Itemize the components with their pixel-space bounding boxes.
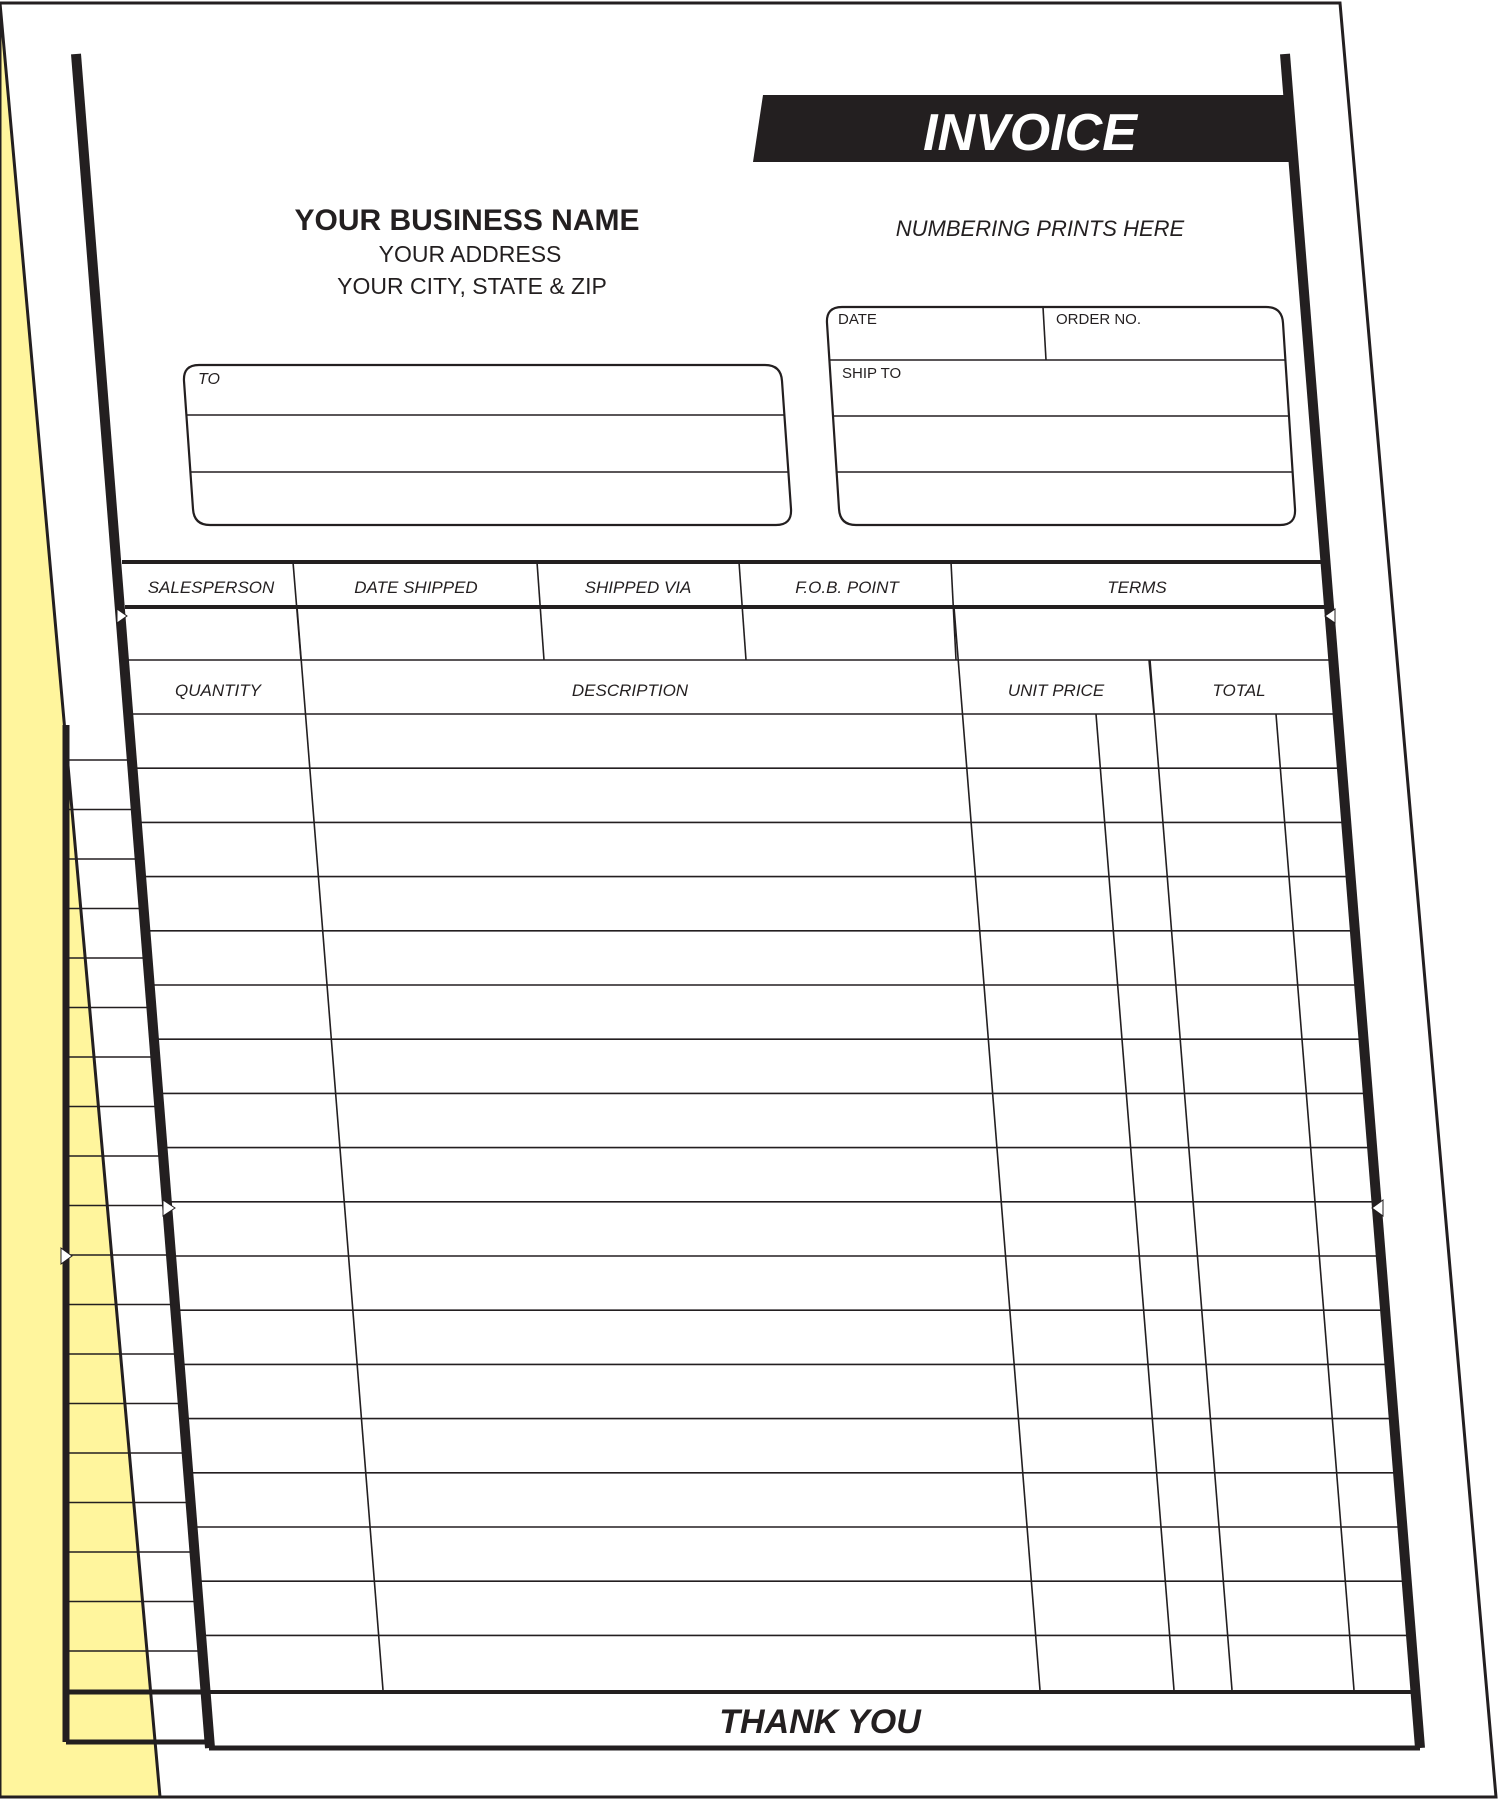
business-name: YOUR BUSINESS NAME [294, 204, 640, 237]
salesperson-header: SALESPERSON [147, 578, 275, 597]
unit-price-header: UNIT PRICE [1007, 681, 1105, 700]
fob-point-header: F.O.B. POINT [795, 578, 899, 597]
thank-you-footer: THANK YOU [719, 1703, 921, 1741]
description-header: DESCRIPTION [571, 681, 689, 700]
quantity-header: QUANTITY [175, 681, 261, 700]
ship-to-label: SHIP TO [842, 365, 902, 382]
business-city-state-zip: YOUR CITY, STATE & ZIP [337, 273, 607, 299]
total-header: TOTAL [1212, 681, 1266, 700]
shipped-via-header: SHIPPED VIA [584, 578, 692, 597]
to-label: TO [198, 371, 220, 388]
date-shipped-header: DATE SHIPPED [354, 578, 478, 597]
business-address: YOUR ADDRESS [378, 241, 562, 267]
terms-header: TERMS [1107, 578, 1167, 597]
date-label: DATE [838, 311, 877, 328]
invoice-title: INVOICE [923, 104, 1137, 162]
numbering-placeholder: NUMBERING PRINTS HERE [895, 216, 1185, 241]
order-no-label: ORDER NO. [1056, 311, 1142, 328]
